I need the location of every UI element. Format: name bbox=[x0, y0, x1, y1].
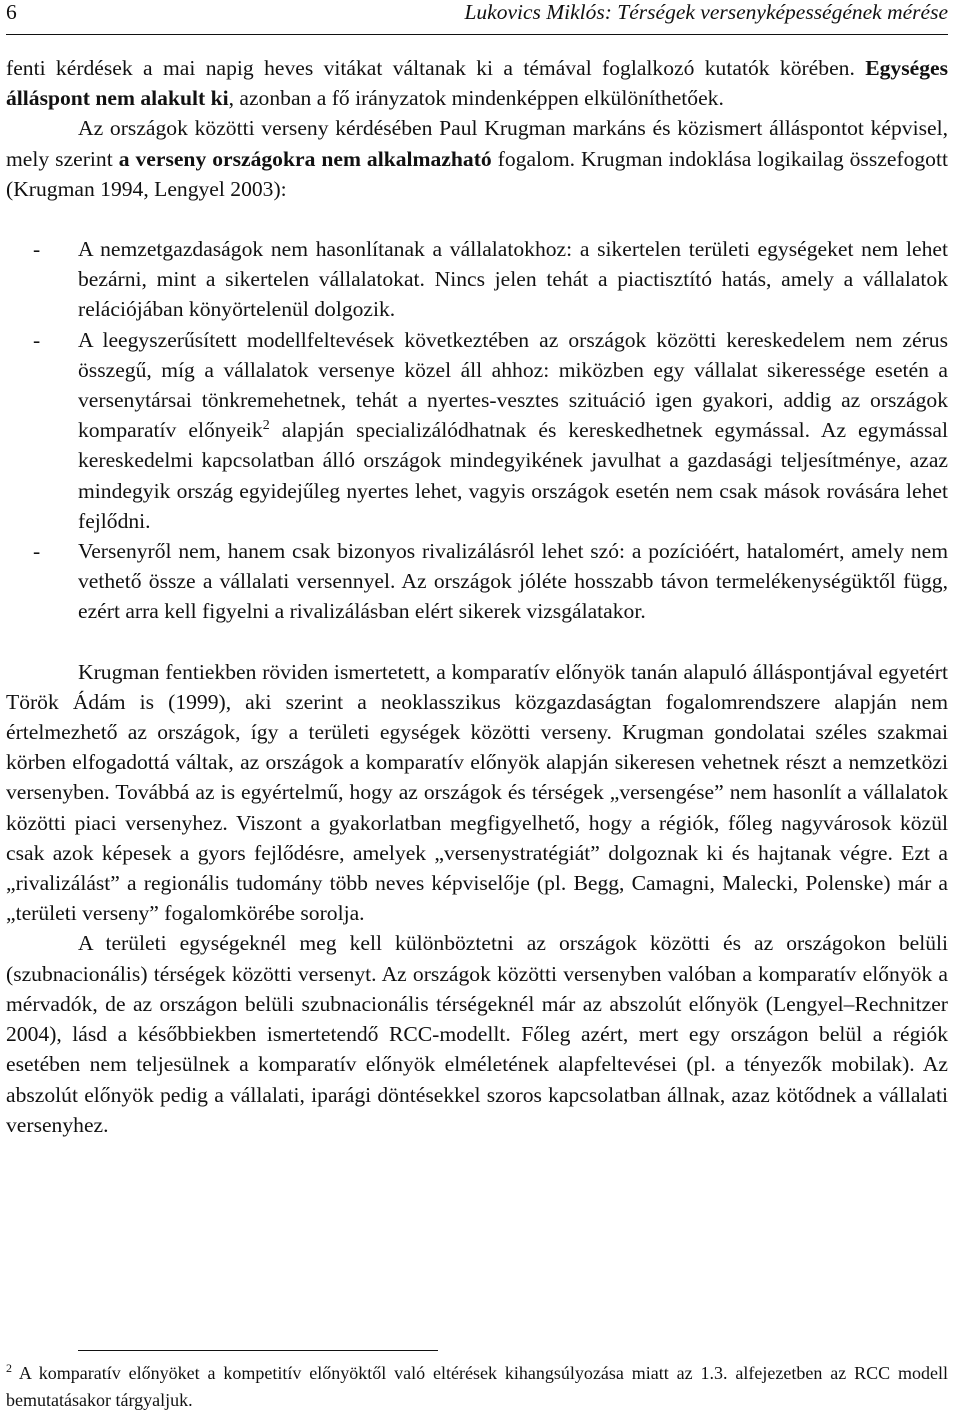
argument-list bbox=[6, 234, 948, 627]
page-number: 6 bbox=[6, 0, 17, 24]
list-dash: - bbox=[33, 539, 41, 564]
footnote-number: 2 bbox=[6, 1361, 12, 1375]
footnote-divider bbox=[78, 1350, 438, 1351]
paragraph-2 bbox=[6, 113, 948, 204]
list-item-text: A leegyszerűsített modellfeltevések következtében az országok közötti kereskedelem nem zérus összegű, míg a vállalatok versenye közel áll ahhoz: miközben egy vállalat sikeressége esetén a versenytársai tönkremehetnek, tehát a nyertes-vesztes szituáció igen gyakori, addig az országok komparatív előnyeik bbox=[78, 327, 948, 443]
body-text bbox=[6, 53, 948, 1140]
paragraph-4: A területi egységeknél meg kell különböztetni az országok közötti és az országokon belüli (szubnacionális) térségek közötti versenyt. Az országok közötti versenyben valóban a komparatív előnyök a mérvadók, de az országon belüli szubnacionális térségeknél már az abszolút előnyök (Lengyel–Rechnitzer 2004), lásd a későbbiekben ismertetendő RCC-modellt. Főleg azért, mert egy országon belül a régiók esetében nem teljesülnek a komparatív előnyök elméletének alapfeltevései (pl. a tényezők mobilak). Az abszolút előnyök pedig a vállalati, iparági döntésekkel szoros kapcsolatban állnak, azaz kötődnek a vállalati versenyhez. bbox=[6, 931, 948, 1137]
list-item bbox=[6, 325, 948, 536]
paragraph-2-text-end: fogalom. Krugman indoklása logikailag összefogott (Krugman 1994, Lengyel 2003): bbox=[6, 146, 948, 201]
running-title: Lukovics Miklós: Térségek versenyképességének mérése bbox=[464, 0, 948, 24]
list-dash: - bbox=[33, 237, 41, 262]
footnote bbox=[6, 1360, 948, 1414]
list-item-text: A nemzetgazdaságok nem hasonlítanak a vállalatokhoz: a sikertelen területi egységeket nem lehet bezárni, mint a sikertelen vállalatokat. Nincs jelen tehát a piactisztító hatás, amely a vállalatok relációjában könyörtelenül dolgozik. bbox=[78, 237, 948, 322]
paragraph-1-text: fenti kérdések a mai napig heves vitákat váltanak ki a témával foglalkozó kutatók körében. bbox=[6, 56, 866, 80]
list-dash: - bbox=[33, 327, 41, 352]
list-item bbox=[6, 234, 948, 325]
footnote-reference[interactable]: 2 bbox=[262, 418, 270, 434]
paragraph-1-bold: Egységes álláspont nem alakult ki bbox=[6, 56, 948, 111]
list-item-text: Versenyről nem, hanem csak bizonyos rivalizálásról lehet szó: a pozícióért, hatalomért, amely nem vethető össze a vállalati versennyel. Az országok jóléte hosszabb távon termelékenységüktől függ, ezért arra kell figyelni a rivalizálásban elért sikerek vizsgálatakor. bbox=[78, 539, 948, 624]
list-item-text-end: alapján specializálódhatnak és kereskedhetnek egymással. Az egymással kereskedelmi kapcsolatban álló országok mindegyikének javulhat a gazdasági teljesítménye, azaz mindegyik ország egyidejűleg nyertes lehet, vagyis országok esetén nem csak mások rovására lehet fejlődni. bbox=[78, 418, 948, 533]
footnote-text: A komparatív előnyöket a kompetitív előnyöktől való eltérések kihangsúlyozása miatt az 1.3. alfejezetben az RCC modell bemutatásakor tárgyaljuk. bbox=[6, 1363, 948, 1410]
paragraph-3: Krugman fentiekben röviden ismertetett, a komparatív előnyök tanán alapuló álláspontjával egyetért Török Ádám is (1999), aki szerint a neoklasszikus közgazdaságtan fogalomrendszere alapján nem értelmezhető az országok, így a területi egységek közötti verseny. Krugman gondolatai széles szakmai körben elfogadottá váltak, az országok a komparatív előnyök alapján sikeresen vehetnek részt a nemzetközi versenyben. Továbbá az is egyértelmű, hogy az országok és térségek „versengése” nem hasonlít a vállalatok közötti piaci versenyhez. Viszont a gyakorlatban megfigyelhető, hogy a régiók, főleg nagyvárosok közül csak azok képesek a gyors fejlődésre, amelyek „versenystratégiát” dolgoznak ki és hajtanak végre. Ezt a „rivalizálást” a regionális tudomány több neves képviselője (pl. Begg, Camagni, Malecki, Polenske) már a „területi verseny” fogalomkörébe sorolja. bbox=[6, 659, 948, 926]
list-item bbox=[6, 536, 948, 627]
paragraph-1 bbox=[6, 53, 948, 113]
paragraph-2-text: Az országok közötti verseny kérdésében Paul Krugman markáns és közismert álláspontot képvisel, mely szerint bbox=[6, 116, 948, 171]
paragraph-2-bold: a verseny országokra nem alkalmazható bbox=[118, 146, 492, 171]
page-header bbox=[6, 0, 948, 30]
header-divider bbox=[6, 34, 948, 35]
paragraph-1-text-end: , azonban a fő irányzatok mindenképpen elkülöníthetőek. bbox=[228, 86, 724, 111]
